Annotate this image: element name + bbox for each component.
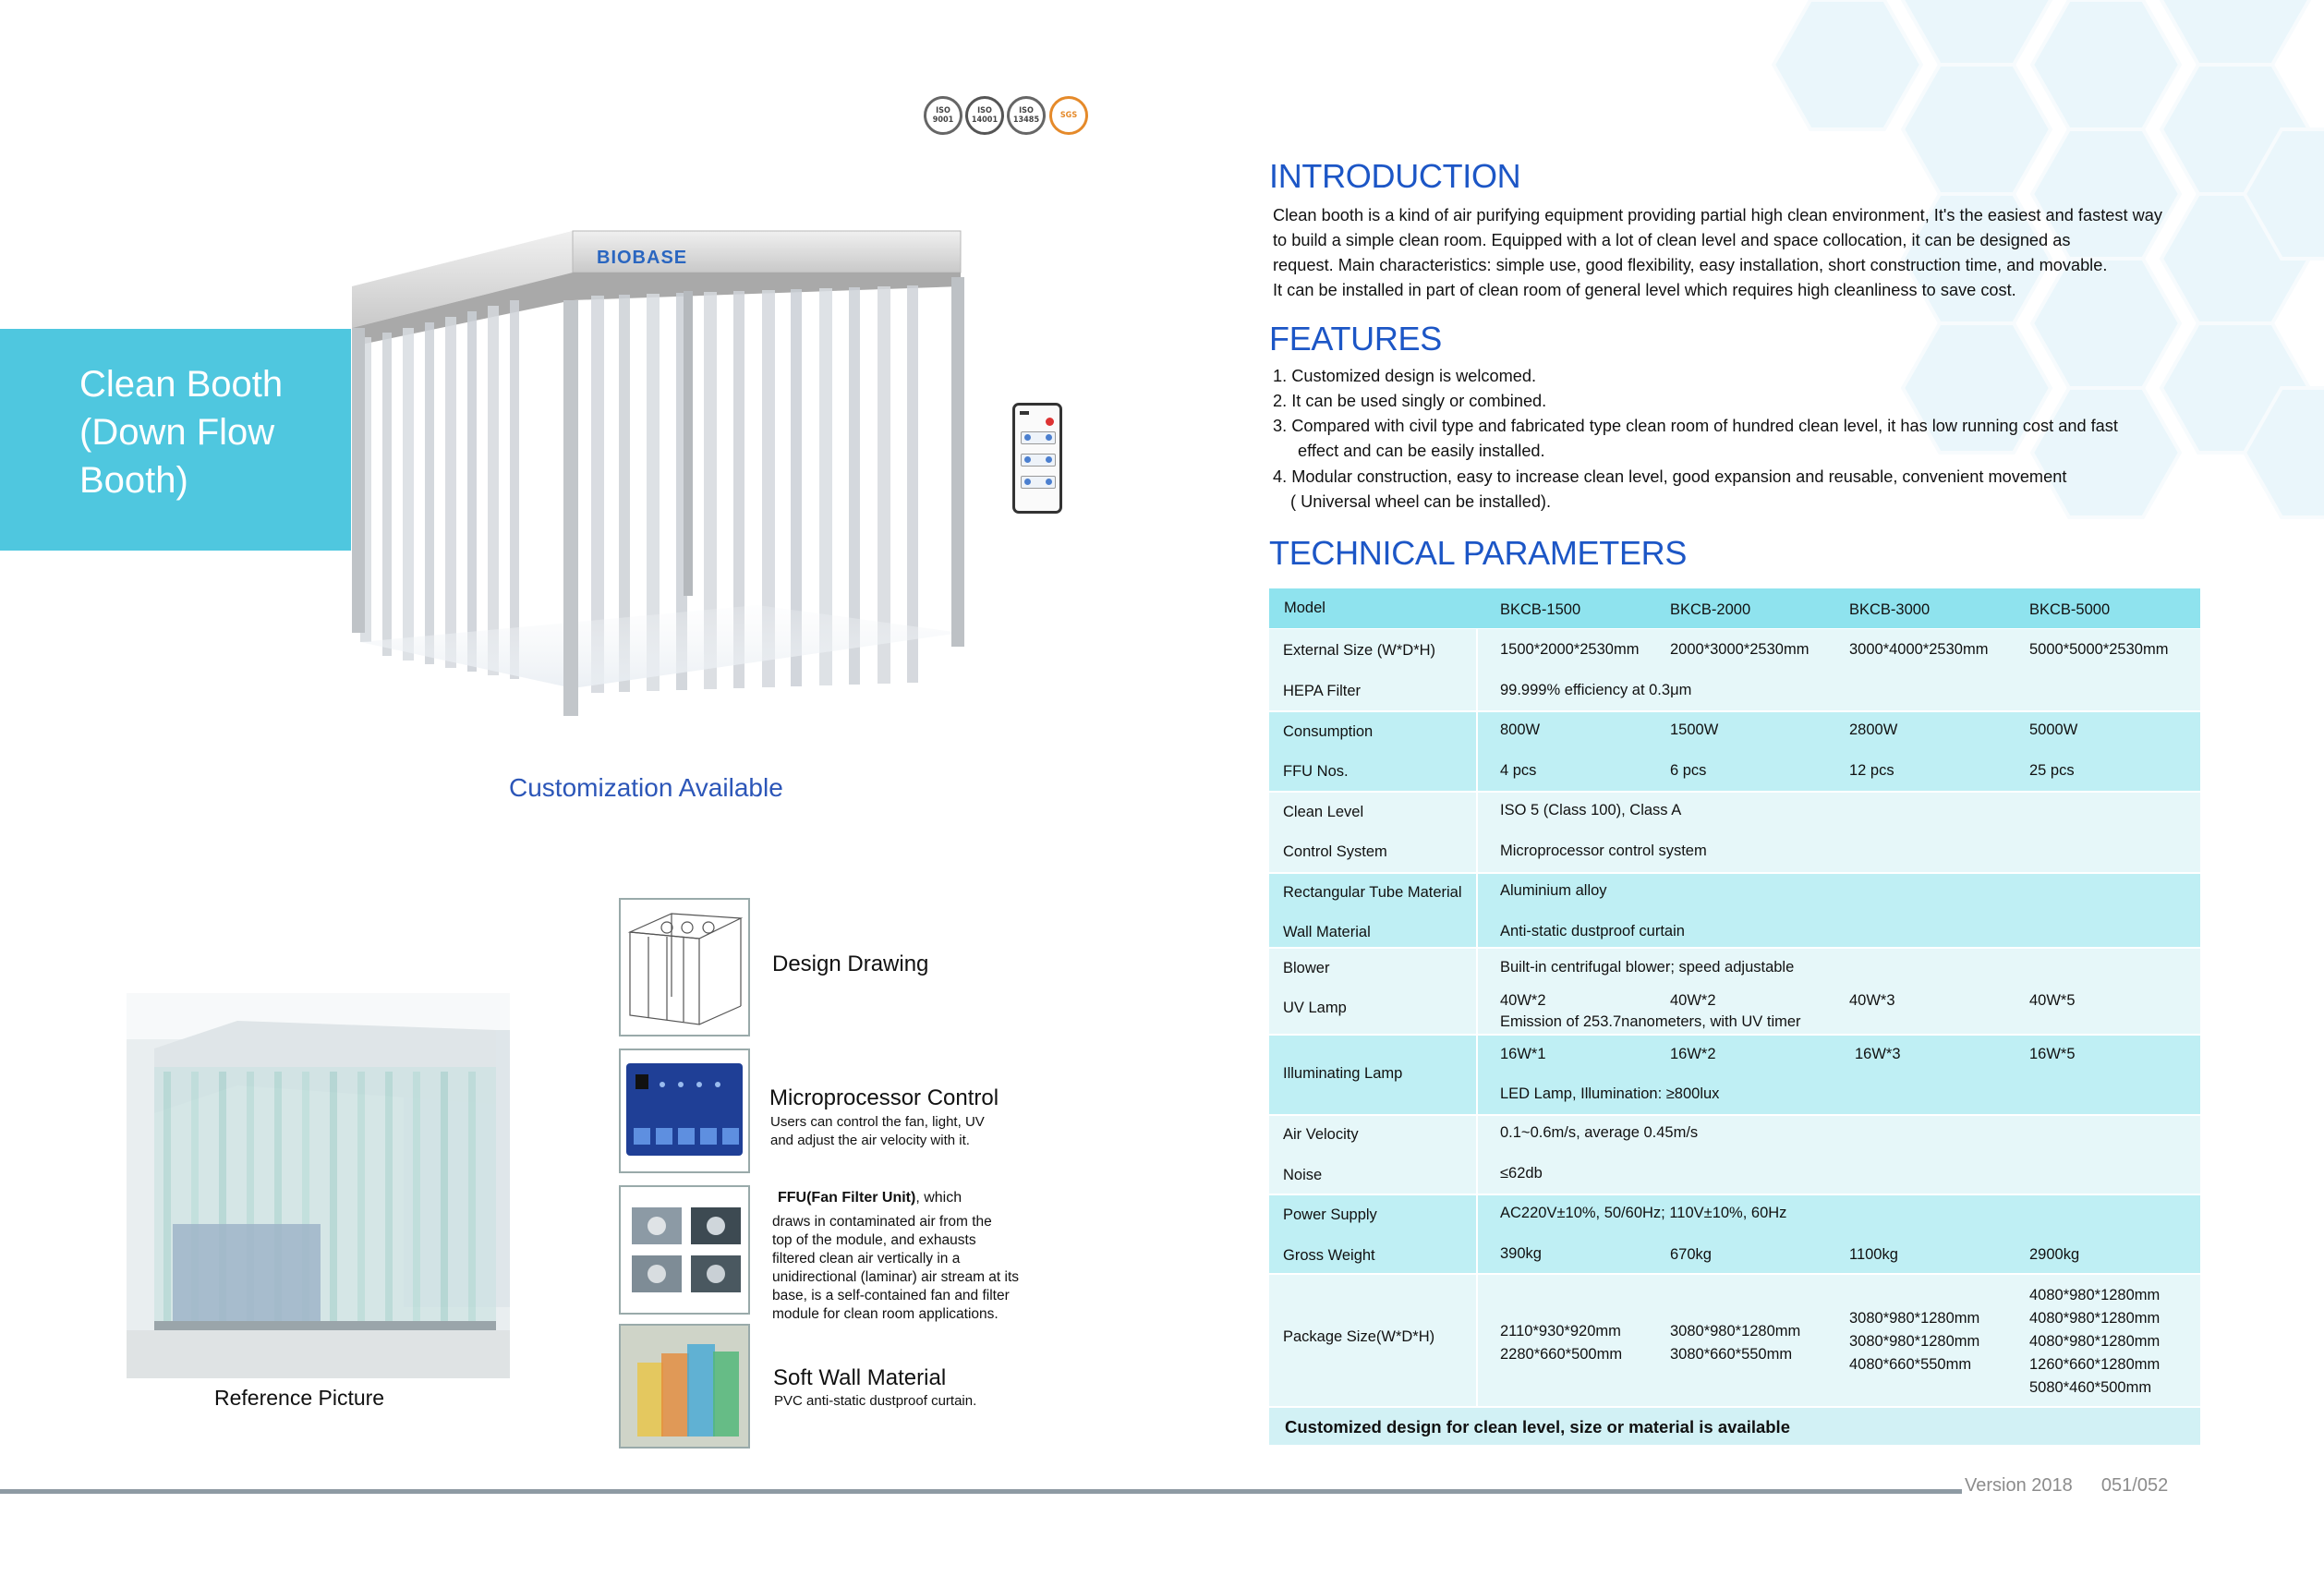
param-value: 5000*5000*2530mm: [2029, 641, 2169, 658]
param-value: LED Lamp, Illumination: ≥800lux: [1500, 1085, 1720, 1102]
param-label: Gross Weight: [1283, 1247, 1375, 1264]
param-label: Wall Material: [1283, 924, 1371, 940]
param-value: Anti-static dustproof curtain: [1500, 923, 1685, 939]
feature-item: ( Universal wheel can be installed).: [1290, 492, 1552, 511]
param-value: 99.999% efficiency at 0.3μm: [1500, 682, 1692, 698]
param-label: Rectangular Tube Material: [1283, 884, 1462, 901]
param-value: 40W*5: [2029, 992, 2076, 1009]
ffu-title: FFU(Fan Filter Unit): [778, 1190, 916, 1206]
iso-13485-logo: ISO 13485: [1007, 96, 1046, 135]
model-name: BKCB-3000: [1849, 601, 1931, 618]
param-label: Illuminating Lamp: [1283, 1065, 1403, 1082]
intro-line: to build a simple clean room. Equipped with a lot of clean level and space collocation, it can be designed as: [1273, 231, 2071, 249]
param-value: 40W*3: [1849, 992, 1895, 1009]
soft-wall-desc: [774, 1392, 976, 1411]
intro-line: It can be installed in part of clean room of general level which requires high cleanliness to save cost.: [1273, 281, 2016, 299]
feature-item: effect and can be easily installed.: [1298, 442, 1545, 460]
intro-line: Clean booth is a kind of air purifying equipment providing partial high clean environment, It's the easiest and fastest way: [1273, 206, 2162, 224]
soft-wall-thumbnail: [619, 1324, 750, 1449]
desc-line: unidirectional (laminar) air stream at its: [772, 1269, 1020, 1285]
param-value: 5000W: [2029, 721, 2078, 738]
param-value: 3080*980*1280mm: [1670, 1323, 1801, 1339]
clean-booth-illustration: [342, 226, 988, 725]
ffu-title-suffix: , which: [915, 1190, 962, 1206]
model-name: BKCB-1500: [1500, 601, 1581, 618]
param-label: UV Lamp: [1283, 1000, 1347, 1016]
table-band: [1269, 793, 2200, 872]
param-value: 1500*2000*2530mm: [1500, 641, 1640, 658]
reference-picture-caption: Reference Picture: [214, 1386, 385, 1410]
param-value: Emission of 253.7nanometers, with UV timer: [1500, 1013, 1801, 1030]
param-value: 6 pcs: [1670, 762, 1707, 779]
model-header: Model: [1284, 600, 1325, 616]
param-value: 3000*4000*2530mm: [1849, 641, 1989, 658]
param-value: 800W: [1500, 721, 1541, 738]
feature-item: 2. It can be used singly or combined.: [1273, 392, 1547, 410]
param-value: 390kg: [1500, 1245, 1542, 1262]
param-value: 4 pcs: [1500, 762, 1537, 779]
reference-picture: [127, 993, 510, 1378]
param-label: Package Size(W*D*H): [1283, 1328, 1435, 1345]
param-label: External Size (W*D*H): [1283, 642, 1436, 659]
microprocessor-control-desc: [770, 1113, 985, 1150]
desc-line: top of the module, and exhausts: [772, 1232, 976, 1248]
desc-line: draws in contaminated air from the: [772, 1214, 992, 1230]
param-value: 2280*660*500mm: [1500, 1346, 1623, 1363]
param-value: 40W*2: [1670, 992, 1716, 1009]
param-label: Noise: [1283, 1167, 1323, 1183]
desc-line: filtered clean air vertically in a: [772, 1251, 961, 1267]
param-label: Clean Level: [1283, 804, 1364, 820]
param-label: Control System: [1283, 843, 1387, 860]
param-value: 4080*980*1280mm: [2029, 1287, 2161, 1303]
param-value: ≤62db: [1500, 1165, 1543, 1182]
feature-item: 4. Modular construction, easy to increase clean level, good expansion and reusable, convenient movement: [1273, 467, 2067, 486]
param-value: ISO 5 (Class 100), Class A: [1500, 802, 1682, 818]
param-value: 4080*980*1280mm: [2029, 1310, 2161, 1327]
param-value: 3080*980*1280mm: [1849, 1333, 1980, 1350]
design-drawing-thumbnail: [619, 898, 750, 1036]
param-value: 5080*460*500mm: [2029, 1379, 2152, 1396]
param-value: Built-in centrifugal blower; speed adjustable: [1500, 959, 1795, 976]
param-label: FFU Nos.: [1283, 763, 1349, 780]
title-line: (Down Flow: [79, 412, 275, 453]
param-value: 3080*980*1280mm: [1849, 1310, 1980, 1327]
desc-line: base, is a self-contained fan and filter: [772, 1288, 1010, 1303]
param-value: Microprocessor control system: [1500, 842, 1707, 859]
footer-divider: [0, 1489, 1962, 1494]
iso-9001-logo: ISO 9001: [924, 96, 962, 135]
ffu-thumbnail: [619, 1185, 750, 1315]
technical-parameters-title: TECHNICAL PARAMETERS: [1269, 534, 1688, 572]
model-name: BKCB-2000: [1670, 601, 1751, 618]
brand-logo: BIOBASE: [597, 248, 688, 268]
param-value: 2000*3000*2530mm: [1670, 641, 1810, 658]
param-value: AC220V±10%, 50/60Hz; 110V±10%, 60Hz: [1500, 1205, 1787, 1221]
product-title: [79, 360, 347, 504]
desc-line: Users can control the fan, light, UV: [770, 1114, 985, 1130]
microprocessor-control-title: Microprocessor Control: [769, 1085, 999, 1110]
param-label: Blower: [1283, 960, 1330, 976]
param-value: 2900kg: [2029, 1246, 2080, 1263]
param-label: Consumption: [1283, 723, 1374, 740]
iso-14001-logo: ISO 14001: [965, 96, 1004, 135]
desc-line: module for clean room applications.: [772, 1306, 999, 1322]
intro-line: request. Main characteristics: simple use, good flexibility, easy installation, short construction time, and movable.: [1273, 256, 2108, 274]
param-value: 12 pcs: [1849, 762, 1894, 779]
param-value: 3080*660*550mm: [1670, 1346, 1793, 1363]
table-band: [1269, 1116, 2200, 1194]
introduction-text: [1273, 203, 2162, 303]
param-value: 25 pcs: [2029, 762, 2075, 779]
ffu-desc: [772, 1189, 1019, 1324]
desc-line: and adjust the air velocity with it.: [770, 1133, 970, 1148]
param-value: 16W*5: [2029, 1046, 2076, 1062]
param-label: HEPA Filter: [1283, 683, 1362, 699]
feature-item: 1. Customized design is welcomed.: [1273, 367, 1537, 385]
param-value: 2110*930*920mm: [1500, 1323, 1621, 1339]
param-value: 1100kg: [1849, 1246, 1898, 1263]
design-drawing-title: Design Drawing: [772, 952, 929, 976]
title-line: Booth): [79, 460, 188, 501]
param-value: 2800W: [1849, 721, 1898, 738]
feature-item: 3. Compared with civil type and fabricated type clean room of hundred clean level, it has low running cost and fast: [1273, 417, 2118, 435]
table-footer-note: Customized design for clean level, size or material is available: [1285, 1417, 1790, 1436]
soft-wall-title: Soft Wall Material: [773, 1365, 947, 1390]
features-title: FEATURES: [1269, 320, 1442, 358]
sgs-logo: SGS: [1049, 96, 1088, 135]
param-value: 16W*2: [1670, 1046, 1716, 1062]
param-value: 16W*3: [1855, 1046, 1901, 1062]
model-name: BKCB-5000: [2029, 601, 2111, 618]
param-label: Power Supply: [1283, 1206, 1377, 1223]
page-footer: [1965, 1475, 2168, 1497]
param-value: 4080*660*550mm: [1849, 1356, 1972, 1373]
param-value: 1260*660*1280mm: [2029, 1356, 2161, 1373]
param-value: 16W*1: [1500, 1046, 1546, 1062]
param-value: Aluminium alloy: [1500, 882, 1607, 899]
title-line: Clean Booth: [79, 364, 284, 405]
param-value: 4080*980*1280mm: [2029, 1333, 2161, 1350]
param-value: 40W*2: [1500, 992, 1546, 1009]
product-title-banner: [0, 329, 351, 551]
customization-caption: Customization Available: [509, 773, 783, 802]
remote-control-icon: [1012, 403, 1062, 514]
desc-line: PVC anti-static dustproof curtain.: [774, 1393, 977, 1409]
control-panel-thumbnail: [619, 1049, 750, 1173]
table-divider: [1476, 629, 1478, 1406]
introduction-title: INTRODUCTION: [1269, 157, 1521, 195]
page-number: 051/052: [2100, 1475, 2169, 1496]
version-label: Version 2018: [1965, 1475, 2073, 1496]
param-value: 1500W: [1670, 721, 1719, 738]
param-label: Air Velocity: [1283, 1126, 1359, 1143]
param-value: 0.1~0.6m/s, average 0.45m/s: [1500, 1124, 1699, 1141]
param-value: 670kg: [1670, 1246, 1712, 1263]
